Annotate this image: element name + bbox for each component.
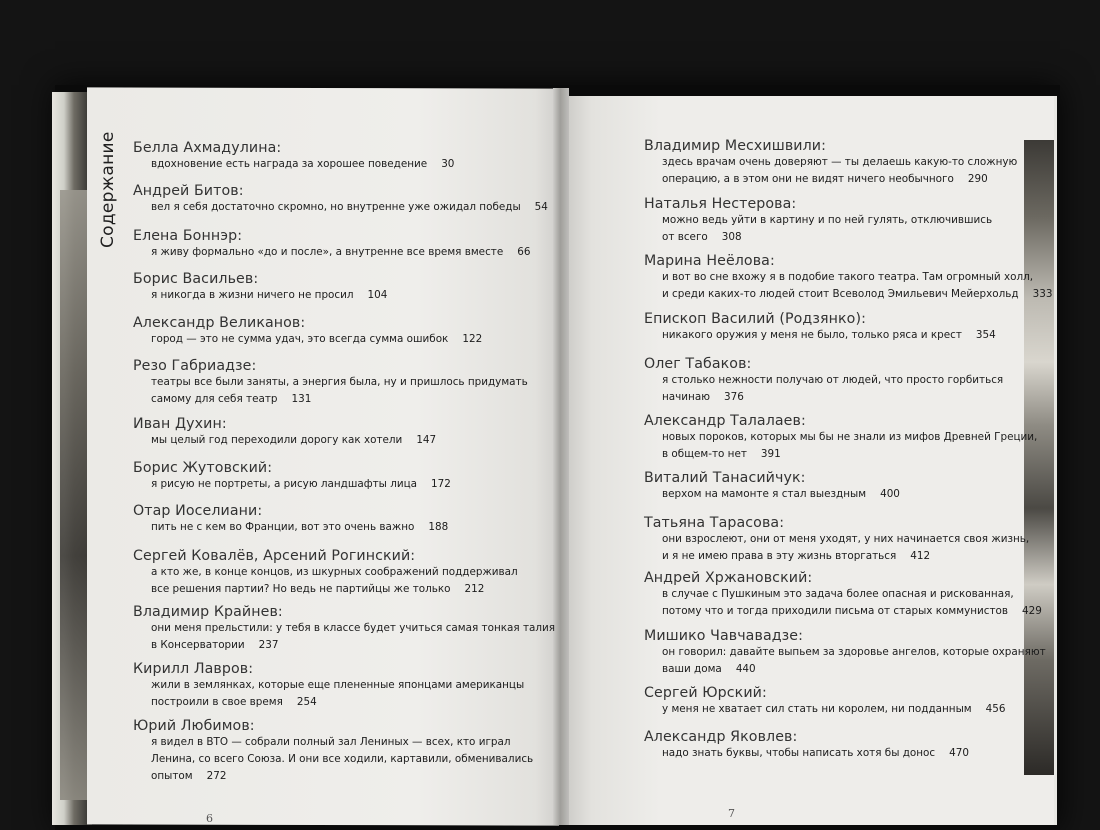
quote-line: в Консерватории 237 bbox=[151, 639, 279, 651]
left-toc-entry bbox=[133, 604, 555, 654]
quote-line: никакого оружия у меня не было, только ряса и крест 354 bbox=[662, 329, 996, 341]
quote-line: от всего 308 bbox=[662, 231, 742, 243]
right-toc-entry bbox=[644, 311, 996, 344]
quote-line: город — это не сумма удач, это всегда сумма ошибок 122 bbox=[151, 333, 483, 345]
quote-line: потому что и тогда приходили письма от старых коммунистов 429 bbox=[662, 605, 1042, 617]
author-name: Андрей Битов: bbox=[133, 183, 244, 199]
quote-line: в случае с Пушкиным это задача более опасная и рискованная, bbox=[662, 588, 1014, 600]
page-reference: 104 bbox=[367, 289, 388, 301]
book-gutter bbox=[553, 88, 569, 825]
author-name: Юрий Любимов: bbox=[133, 718, 255, 734]
quote-line: жили в землянках, которые еще плененные японцами американцы bbox=[151, 679, 525, 691]
left-toc-entry bbox=[133, 718, 533, 785]
quote-line: и вот во сне вхожу я в подобие такого театра. Там огромный холл, bbox=[662, 271, 1034, 283]
quote-line: он говорил: давайте выпьем за здоровье ангелов, которые охраняют bbox=[662, 646, 1046, 658]
author-name: Марина Неёлова: bbox=[644, 253, 775, 269]
page-reference: 456 bbox=[985, 703, 1006, 715]
left-toc-entry bbox=[133, 416, 436, 449]
quote-line: и я не имею права в эту жизнь вторгаться 412 bbox=[662, 550, 931, 562]
right-toc-entry bbox=[644, 729, 969, 762]
quote-line: у меня не хватает сил стать ни королем, ни подданным 456 bbox=[662, 703, 1006, 715]
left-toc-entry bbox=[133, 271, 387, 304]
right-toc-entry bbox=[644, 413, 1037, 463]
left-toc-entry bbox=[133, 358, 528, 408]
author-name: Александр Великанов: bbox=[133, 315, 306, 331]
author-name: Сергей Юрский: bbox=[644, 685, 767, 701]
page-reference: 440 bbox=[735, 663, 756, 675]
quote-line: я рисую не портреты, а рисую ландшафты лица 172 bbox=[151, 478, 451, 490]
author-name: Иван Духин: bbox=[133, 416, 227, 432]
quote-line: Ленина, со всего Союза. И они все ходили, картавили, обменивались bbox=[151, 753, 534, 765]
page-reference: 429 bbox=[1022, 605, 1042, 617]
page-reference: 376 bbox=[723, 391, 744, 403]
page-reference: 412 bbox=[910, 550, 931, 562]
page-reference: 188 bbox=[428, 521, 449, 533]
quote-line: а кто же, в конце концов, из шкурных соображений поддерживал bbox=[151, 566, 518, 578]
page-reference: 212 bbox=[464, 583, 485, 595]
quote-line: начинаю 376 bbox=[662, 391, 744, 403]
author-name: Наталья Нестерова: bbox=[644, 196, 797, 212]
page-reference: 254 bbox=[296, 696, 317, 708]
quote-line: пить не с кем во Франции, вот это очень важно 188 bbox=[151, 521, 449, 533]
author-name: Борис Васильев: bbox=[133, 271, 259, 287]
author-name: Владимир Крайнев: bbox=[133, 604, 283, 620]
quote-line: и среди каких-то людей стоит Всеволод Эмильевич Мейерхольд 333 bbox=[662, 288, 1053, 300]
page-reference: 122 bbox=[462, 333, 483, 345]
quote-line: вдохновение есть награда за хорошее поведение 30 bbox=[151, 158, 455, 170]
right-toc-entry bbox=[644, 253, 1052, 303]
right-toc-entry bbox=[644, 196, 992, 246]
author-name: Елена Боннэр: bbox=[133, 228, 243, 244]
author-name: Виталий Танасийчук: bbox=[644, 470, 806, 486]
author-name: Александр Талалаев: bbox=[644, 413, 806, 429]
author-name: Олег Табаков: bbox=[644, 356, 752, 372]
quote-line: в общем-то нет 391 bbox=[662, 448, 781, 460]
page-reference: 66 bbox=[517, 246, 531, 258]
right-toc-entry bbox=[644, 470, 900, 503]
left-toc-entry bbox=[133, 140, 454, 173]
page-reference: 308 bbox=[721, 231, 742, 243]
quote-line: все решения партии? Но ведь не партийцы же только 212 bbox=[151, 583, 485, 595]
section-title bbox=[98, 208, 118, 248]
page-edge bbox=[1054, 96, 1057, 825]
page-reference: 391 bbox=[760, 448, 781, 460]
quote-line: надо знать буквы, чтобы написать хотя бы донос 470 bbox=[662, 747, 969, 759]
left-toc-entry bbox=[133, 315, 482, 348]
left-toc-entry bbox=[133, 183, 548, 216]
page-reference: 172 bbox=[431, 478, 451, 490]
author-name: Резо Габриадзе: bbox=[133, 358, 257, 374]
right-toc-entry bbox=[644, 685, 1005, 718]
quote-line: верхом на мамонте я стал выездным 400 bbox=[662, 488, 900, 500]
quote-line: театры все были заняты, а энергия была, ну и пришлось придумать bbox=[151, 376, 528, 388]
page-reference: 54 bbox=[534, 201, 548, 213]
author-name: Мишико Чавчавадзе: bbox=[644, 628, 803, 644]
quote-line: ваши дома 440 bbox=[662, 663, 756, 675]
quote-line: мы целый год переходили дорогу как хотели 147 bbox=[151, 434, 437, 446]
quote-line: я никогда в жизни ничего не просил 104 bbox=[151, 289, 388, 301]
author-name: Сергей Ковалёв, Арсений Рогинский: bbox=[133, 548, 416, 564]
quote-line: построили в свое время 254 bbox=[151, 696, 317, 708]
page-reference: 131 bbox=[291, 393, 312, 405]
left-toc-entry bbox=[133, 661, 524, 711]
left-toc-entry bbox=[133, 460, 451, 493]
left-toc-entry bbox=[133, 503, 448, 536]
page-reference: 147 bbox=[416, 434, 437, 446]
page-reference: 470 bbox=[949, 747, 969, 759]
page-reference: 333 bbox=[1032, 288, 1053, 300]
left-page-number: 6 bbox=[206, 812, 213, 825]
quote-line: я видел в ВТО — собрали полный зал Лениных — всех, кто играл bbox=[151, 736, 511, 748]
page-reference: 237 bbox=[258, 639, 279, 651]
author-name: Александр Яковлев: bbox=[644, 729, 798, 745]
page-reference: 290 bbox=[967, 173, 988, 185]
left-toc-entry bbox=[133, 548, 518, 598]
author-name: Отар Иоселиани: bbox=[133, 503, 263, 519]
page-reference: 30 bbox=[441, 158, 455, 170]
right-toc-entry bbox=[644, 515, 1029, 565]
quote-line: новых пороков, которых мы бы не знали из мифов Древней Греции, bbox=[662, 431, 1038, 443]
author-name: Кирилл Лавров: bbox=[133, 661, 254, 677]
right-toc-entry bbox=[644, 570, 1042, 620]
left-toc-entry bbox=[133, 228, 530, 261]
cover-photo-strip bbox=[60, 190, 90, 800]
quote-line: я столько нежности получаю от людей, что просто горбиться bbox=[662, 374, 1004, 386]
right-toc-entry bbox=[644, 356, 1003, 406]
quote-line: вел я себя достаточно скромно, но внутренне уже ожидал победы 54 bbox=[151, 201, 548, 213]
page-reference: 354 bbox=[975, 329, 996, 341]
page-reference: 400 bbox=[880, 488, 900, 500]
page-reference: 272 bbox=[206, 770, 227, 782]
author-name: Андрей Хржановский: bbox=[644, 570, 813, 586]
author-name: Белла Ахмадулина: bbox=[133, 140, 282, 156]
author-name: Борис Жутовский: bbox=[133, 460, 273, 476]
right-page-number: 7 bbox=[728, 807, 735, 820]
quote-line: можно ведь уйти в картину и по ней гулять, отключившись bbox=[662, 214, 993, 226]
right-toc-entry bbox=[644, 628, 1046, 678]
author-name: Татьяна Тарасова: bbox=[644, 515, 785, 531]
quote-line: здесь врачам очень доверяют — ты делаешь какую-то сложную bbox=[662, 156, 1018, 168]
quote-line: они меня прельстили: у тебя в классе будет учиться самая тонкая талия bbox=[151, 622, 556, 634]
quote-line: опытом 272 bbox=[151, 770, 227, 782]
quote-line: они взрослеют, они от меня уходят, у них начинается своя жизнь, bbox=[662, 533, 1030, 545]
right-toc-entry bbox=[644, 138, 1017, 188]
quote-line: операцию, а в этом они не видят ничего необычного 290 bbox=[662, 173, 988, 185]
quote-line: я живу формально «до и после», а внутренне все время вместе 66 bbox=[151, 246, 531, 258]
author-name: Епископ Василий (Родзянко): bbox=[644, 311, 866, 327]
quote-line: самому для себя театр 131 bbox=[151, 393, 312, 405]
author-name: Владимир Месхишвили: bbox=[644, 138, 826, 154]
